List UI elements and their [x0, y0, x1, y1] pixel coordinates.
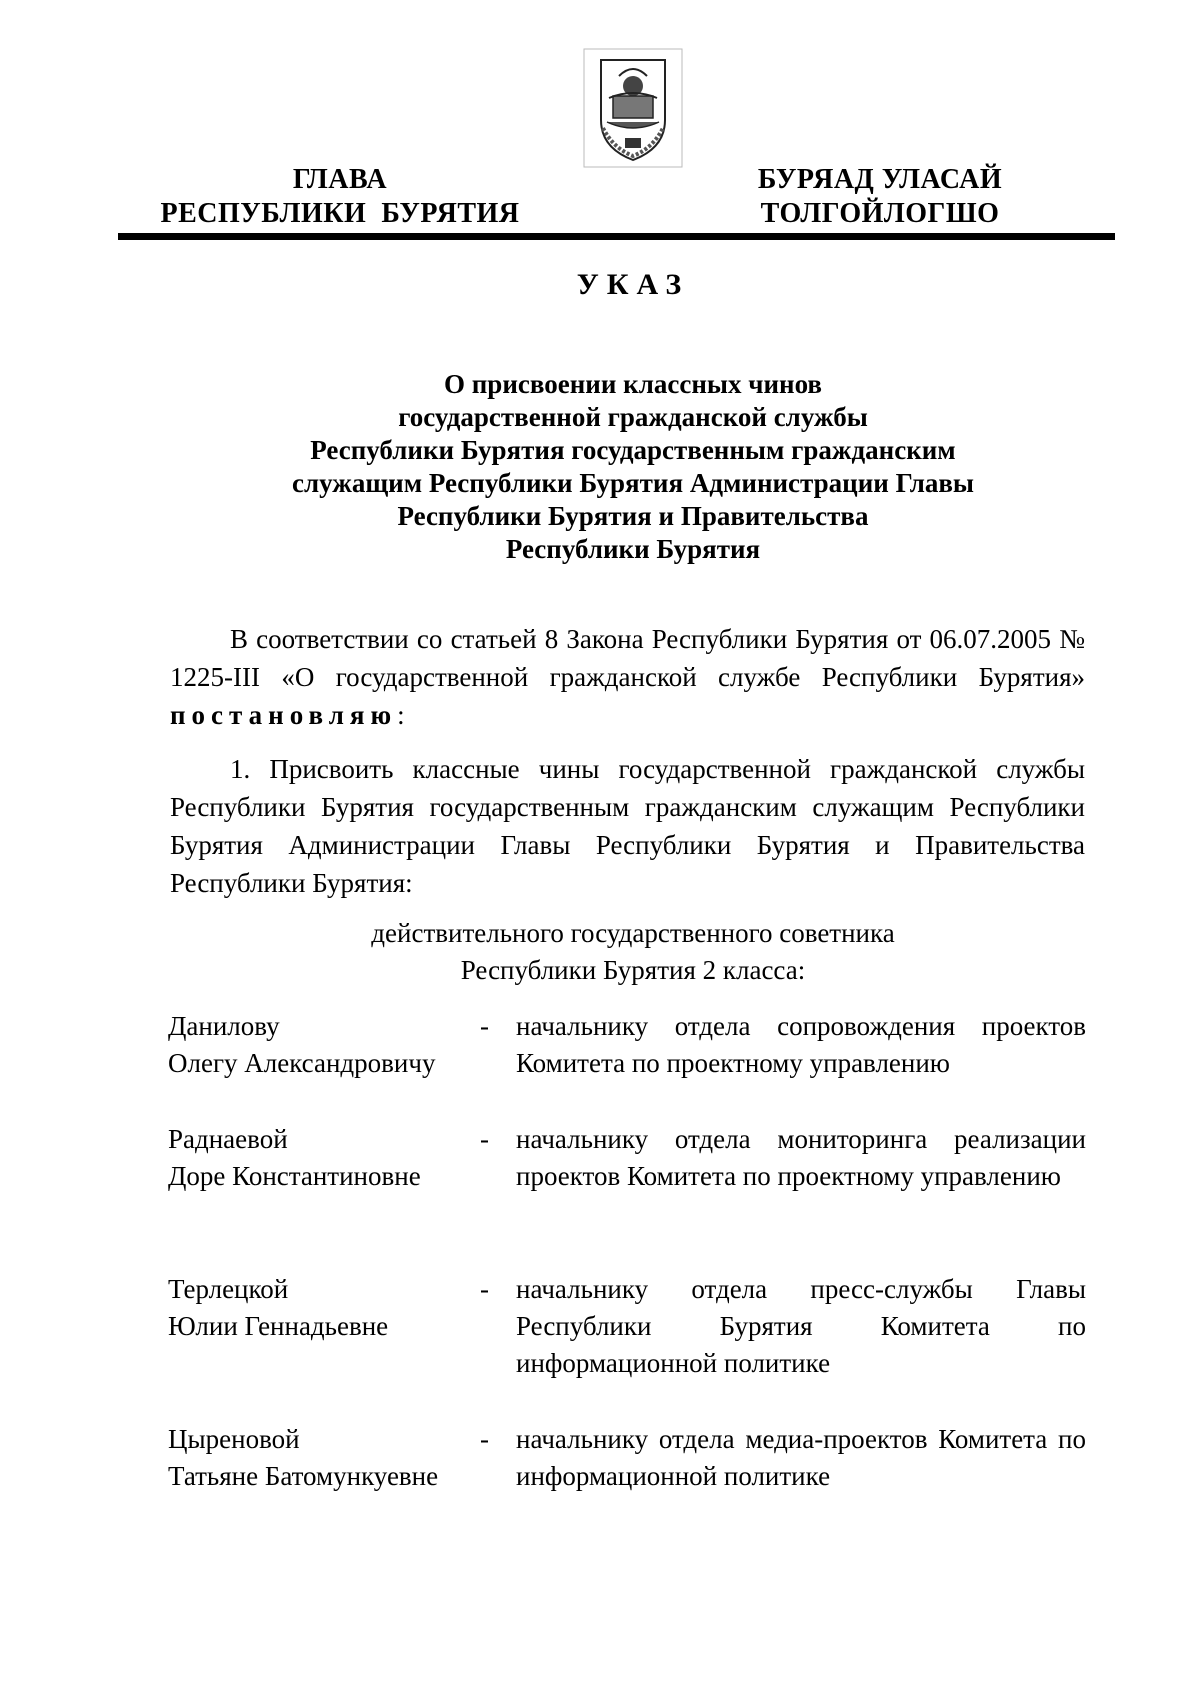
rank-line2: Республики Бурятия 2 класса:: [460, 955, 806, 985]
rank-line1: действительного государственного советника: [371, 918, 895, 948]
person-post: начальнику отдела мониторинга реализации проектов Комитета по проектному управлению: [516, 1124, 1086, 1191]
subject-line: служащим Республики Бурятия Администрации Главы: [291, 468, 975, 498]
header-right-line2: ТОЛГОЙЛОГШО: [760, 198, 1000, 229]
coat-of-arms-icon: [583, 48, 683, 168]
person-dash: -: [480, 1011, 489, 1041]
item-1-text: 1. Присвоить классные чины государственной гражданской службы Республики Бурятия государственным гражданским служащим Республики Бурятия Администрации Главы Республики Бурятия и Правительства Республики Бурятия:: [170, 754, 1085, 898]
person-name: [168, 1421, 468, 1495]
preamble-end: :: [397, 700, 405, 730]
subject-line: Республики Бурятия: [505, 534, 761, 564]
person-name: [168, 1008, 468, 1082]
document-subject: [150, 368, 1116, 566]
decree-word: постановляю: [170, 700, 398, 730]
subject-line: Республики Бурятия государственным гражданским: [310, 435, 956, 465]
person-dash: -: [480, 1424, 489, 1454]
subject-line: О присвоении классных чинов: [444, 369, 822, 399]
person-post: начальнику отдела сопровождения проектов Комитета по проектному управлению: [516, 1011, 1086, 1078]
person-post: начальнику отдела пресс-службы Главы Республики Бурятия Комитета по информационной политике: [516, 1274, 1086, 1378]
header-right: [740, 163, 1020, 231]
person-name: [168, 1271, 468, 1345]
person-surname: Раднаевой: [168, 1124, 288, 1154]
header-right-line1: БУРЯАД УЛАСАЙ: [757, 164, 1003, 195]
person-dash: -: [480, 1274, 489, 1304]
rank-heading: [150, 915, 1116, 989]
preamble-paragraph: [170, 620, 1085, 734]
subject-line: государственной гражданской службы: [398, 402, 868, 432]
person-given-name: Доре Константиновне: [168, 1161, 421, 1191]
person-name: [168, 1121, 468, 1195]
person-surname: Цыреновой: [168, 1424, 300, 1454]
document-title: УКАЗ: [576, 268, 690, 301]
subject-line: Республики Бурятия и Правительства: [397, 501, 869, 531]
header-divider: [118, 233, 1115, 240]
person-surname: Данилову: [168, 1011, 280, 1041]
person-given-name: Татьяне Батомункуевне: [168, 1461, 439, 1491]
header-left: [150, 163, 530, 231]
person-given-name: Юлии Геннадьевне: [168, 1311, 389, 1341]
preamble-text: В соответствии со статьей 8 Закона Республики Бурятия от 06.07.2005 № 1225-III «О государственной гражданской службе Республики Бурятия»: [170, 624, 1085, 692]
header-left-line2: РЕСПУБЛИКИ БУРЯТИЯ: [160, 198, 520, 229]
item-1-paragraph: [170, 750, 1085, 902]
person-post: начальнику отдела медиа-проектов Комитета по информационной политике: [516, 1424, 1086, 1491]
person-dash: -: [480, 1124, 489, 1154]
header-left-line1: ГЛАВА: [292, 164, 388, 195]
person-given-name: Олегу Александровичу: [168, 1048, 436, 1078]
person-surname: Терлецкой: [168, 1274, 289, 1304]
